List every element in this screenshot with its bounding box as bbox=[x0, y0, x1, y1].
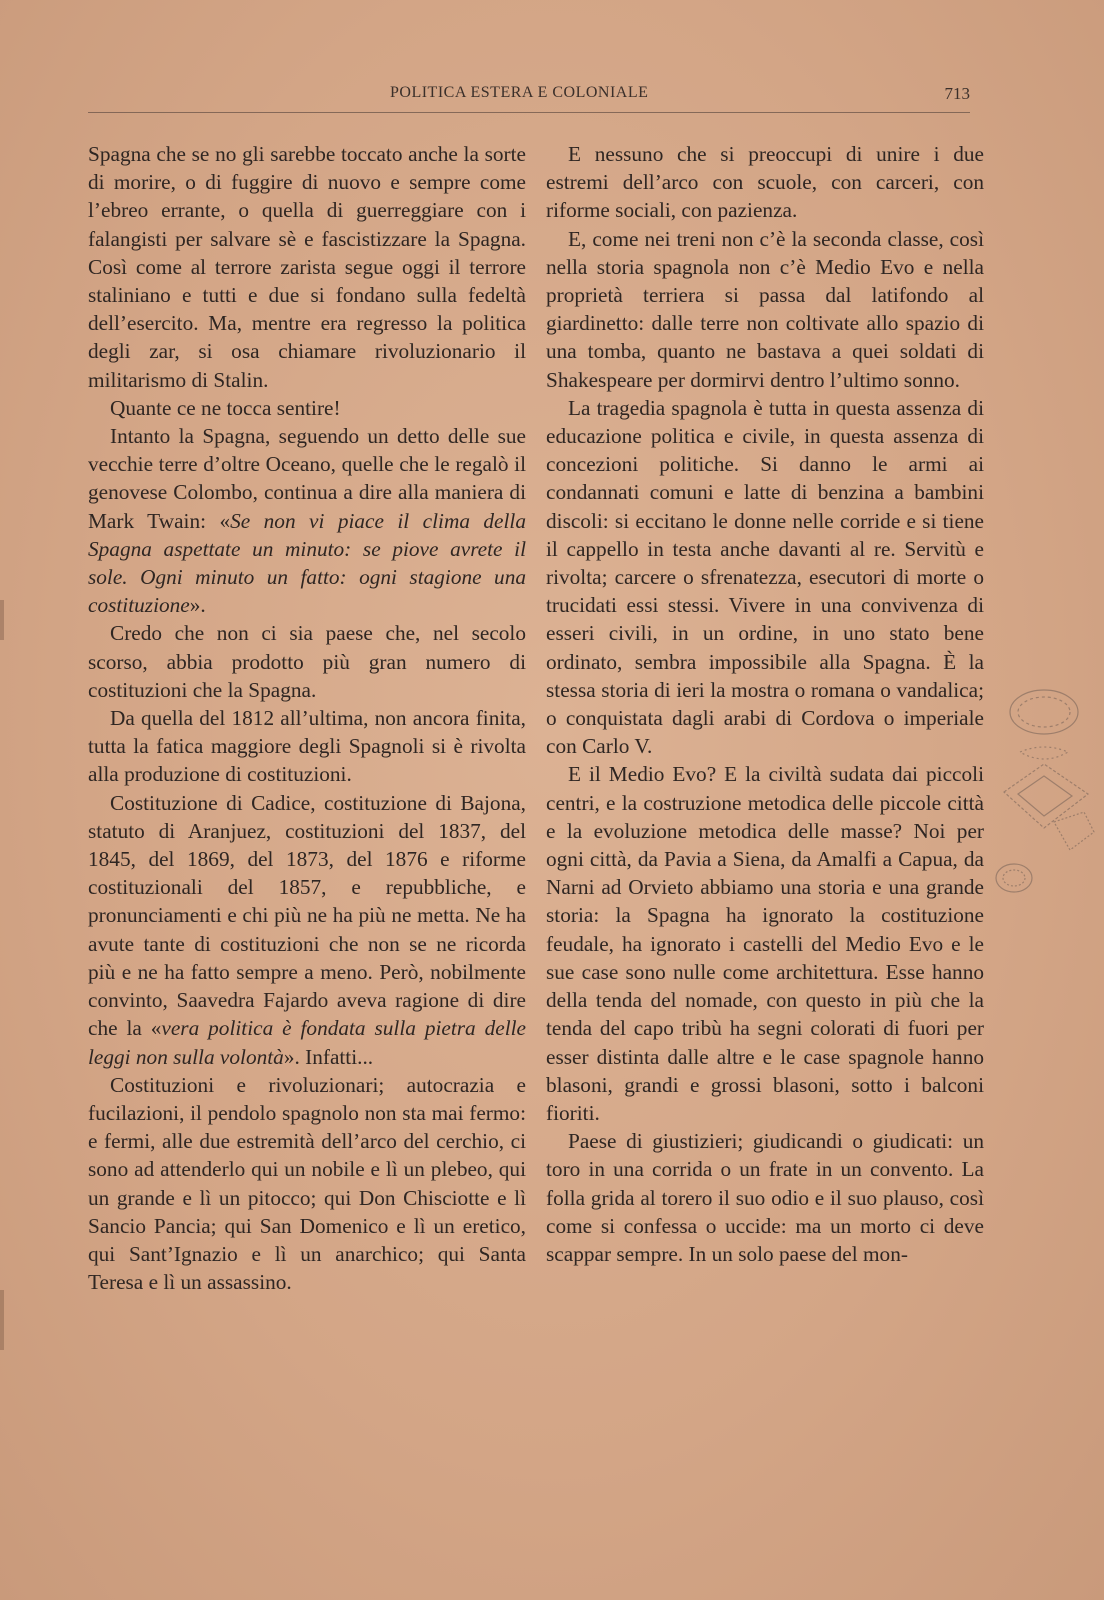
edge-mark bbox=[0, 1290, 4, 1350]
paragraph: Paese di giustizieri; giudicandi o giudicati: un toro in una corrida o un frate in un convento. La folla grida al torero il suo odio e il suo plauso, così come si confessa o uccide: ma un morto ci deve scappar sempre. In un solo paese del mon- bbox=[546, 1129, 984, 1266]
italic-quote: Se non vi piace il clima della Spagna aspettate un minuto: se piove avrete il sole. Ogni minuto un fatto: ogni stagione una costituzione bbox=[88, 508, 526, 618]
paragraph: Credo che non ci sia paese che, nel secolo scorso, abbia prodotto più gran numero di costituzioni che la Spagna. bbox=[88, 621, 526, 702]
paragraph: E il Medio Evo? E la civiltà sudata dai piccoli centri, e la costruzione metodica delle piccole città e la evoluzione metodica delle masse? Noi per ogni città, da Pavia a Siena, da Amalfi a Capua, da Narni ad Orvieto abbiamo una storia e una grande storia: la Spagna ha ignorato la costituzione feudale, ha ignorato i castelli del Medio Evo e le sue case sono nulle come architettura. Esse hanno della tenda del nomade, con questo in più che la tenda del capo tribù ha segni colorati di fuori per esser distinta dalle altre e le case spagnole hanno blasoni, grandi e grossi blasoni, sotto i balconi fioriti. bbox=[546, 762, 984, 1125]
paragraph: Da quella del 1812 all’ultima, non ancora finita, tutta la fatica maggiore degli Spagnoli si è rivolta alla produzione di costituzioni. bbox=[88, 706, 526, 787]
text-run: ». Infatti... bbox=[283, 1044, 374, 1069]
edge-mark bbox=[0, 600, 4, 640]
library-stamp-icon bbox=[994, 682, 1096, 918]
text-run: ». bbox=[189, 593, 206, 618]
paragraph: E, come nei treni non c’è la seconda classe, così nella storia spagnola non c’è Medio Evo e nella proprietà terriera si passa dal latifondo al giardinetto: dalle terre non coltivate allo spazio di una tomba, quanto ne bastava a quei soldati di Shakespeare per dormirvi dentro l’ultimo sonno. bbox=[546, 226, 984, 392]
text-run: Intanto la Spagna, seguendo un detto delle sue vecchie terre d’oltre Oceano, quelle che le regalò il genovese Colombo, continua a dire alla maniera di Mark Twain: « bbox=[88, 424, 526, 533]
paragraph: Costituzioni e rivoluzionari; autocrazia e fucilazioni, il pendolo spagnolo non sta mai fermo: e fermi, alle due estremità dell’arco del cerchio, ci sono ad attenderlo qui un nobile e lì un plebeo, qui un grande e lì un pitocco; qui Don Chisciotte e lì Sancio Pancia; qui San Domenico e lì un eretico, qui Sant’Ignazio e lì un anarchico; qui Santa Teresa e lì un assassino. bbox=[88, 1072, 526, 1295]
paragraph bbox=[88, 789, 526, 1071]
paragraph bbox=[88, 422, 526, 619]
page-number: 713 bbox=[944, 84, 970, 103]
right-column bbox=[546, 140, 984, 1268]
paragraph: Quante ce ne tocca sentire! bbox=[110, 395, 341, 420]
header-rule bbox=[88, 112, 970, 113]
paragraph: Spagna che se no gli sarebbe toccato anche la sorte di morire, o di fuggire di nuovo e sempre come l’ebreo errante, o quella di guerreggiare con i falangisti per salvare sè e fascistizzare la Spagna. Così come al terrore zarista segue oggi il terrore staliniano e tutti e due si fondano sulla fedeltà dell’esercito. Ma, mentre era regresso la politica degli zar, si osa chiamare rivoluzionario il militarismo di Stalin. bbox=[88, 142, 526, 392]
paragraph: E nessuno che si preoccupi di unire i due estremi dell’arco con scuole, con carceri, con riforme sociali, con pazienza. bbox=[546, 142, 984, 223]
left-column bbox=[88, 140, 526, 1296]
page-header bbox=[88, 84, 970, 114]
paragraph: La tragedia spagnola è tutta in questa assenza di educazione politica e civile, in questa assenza di concezioni politiche. Si danno le armi ai condannati comuni e latte di benzina a bambini discoli: si eccitano le donne nelle corride e si tiene il cappello in testa anche davanti al re. Servitù e rivolta; carcere o sfrenatezza, esecutori di morte o trucidati essi stessi. Vivere in una convivenza di esseri civili, in un ordine, in uno stato bene ordinato, sembra impossibile alla Spagna. È la stessa storia di ieri la mostra o romana o vandalica; o conquistata dagli arabi di Cordova o imperiale con Carlo V. bbox=[546, 395, 984, 759]
text-run: Costituzione di Cadice, costituzione di Bajona, statuto di Aranjuez, costituzioni del 1837, del 1845, del 1869, del 1873, del 1876 e riforme costituzionali del 1857, e repubbliche, e pronunciamenti e chi più ne ha più ne metta. Ne ha avute tante di costituzioni che non se ne ricorda più e ne ha fatto sempre a meno. Però, nobilmente convinto, Saavedra Fajardo aveva ragione di dire che la « bbox=[88, 790, 526, 1041]
running-title: POLITICA ESTERA E COLONIALE bbox=[390, 84, 649, 101]
italic-quote: vera politica è fondata sulla pietra delle leggi non sulla volontà bbox=[88, 1016, 526, 1069]
